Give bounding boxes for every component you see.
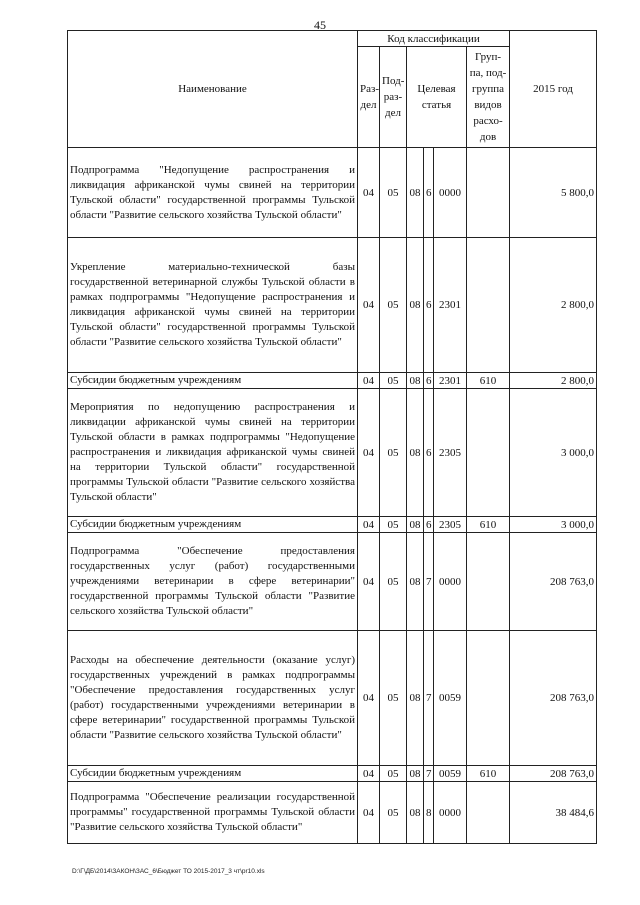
header-razdel: Раз-дел [358,47,380,148]
row-target-program: 08 [407,782,424,844]
row-razdel: 04 [358,766,380,782]
row-name: Укрепление материально-технической базы государственной ветеринарной службы Тульской области в рамках подпрограммы "Недопущение распространения и ликвидация африканской чумы свиней на территории Тульской области" государственной программы Тульской области "Развитие сельского хозяйства Тульской области" [68,238,358,373]
row-podrazdel: 05 [380,148,407,238]
row-group [467,533,510,631]
row-razdel: 04 [358,782,380,844]
row-podrazdel: 05 [380,533,407,631]
row-razdel: 04 [358,631,380,766]
row-target-program: 08 [407,533,424,631]
row-name: Субсидии бюджетным учреждениям [68,517,358,533]
row-target-program: 08 [407,389,424,517]
table-row [68,389,597,517]
row-name: Мероприятия по недопущению распространения и ликвидации африканской чумы свиней на территории Тульской области в рамках подпрограммы "Недопущение распространения и ликвидация африканской чумы свиней на территории Тульской области" государственной программы Тульской области "Развитие сельского хозяйства Тульской области" [68,389,358,517]
row-group: 610 [467,517,510,533]
header-group: Груп-па, под-группа видов расхо-дов [467,47,510,148]
row-amount: 2 800,0 [510,238,597,373]
table-row [68,533,597,631]
row-group: 610 [467,766,510,782]
header-year: 2015 год [510,31,597,148]
table-row [68,148,597,238]
row-target-direction: 0059 [434,766,467,782]
row-group: 610 [467,373,510,389]
row-target-subprogram: 7 [424,766,434,782]
row-target-subprogram: 7 [424,533,434,631]
table-row [68,373,597,389]
row-target-subprogram: 6 [424,389,434,517]
row-amount: 3 000,0 [510,517,597,533]
row-target-subprogram: 8 [424,782,434,844]
row-name: Расходы на обеспечение деятельности (оказание услуг) государственных учреждений в рамках подпрограммы "Обеспечение предоставления государственных услуг (работ) государственными учреждениями ветеринарии в сфере ветеринарии" государственной программы Тульской области "Развитие сельского хозяйства Тульской области" [68,631,358,766]
budget-table [67,30,597,844]
row-target-subprogram: 7 [424,631,434,766]
row-target-subprogram: 6 [424,373,434,389]
row-target-direction: 2301 [434,238,467,373]
row-podrazdel: 05 [380,517,407,533]
row-target-program: 08 [407,238,424,373]
row-target-program: 08 [407,631,424,766]
row-target-direction: 0000 [434,148,467,238]
row-razdel: 04 [358,517,380,533]
row-name: Субсидии бюджетным учреждениям [68,766,358,782]
table-row [68,766,597,782]
row-group [467,631,510,766]
table-row [68,631,597,766]
row-razdel: 04 [358,373,380,389]
row-target-direction: 0059 [434,631,467,766]
row-group [467,389,510,517]
table-row [68,517,597,533]
row-razdel: 04 [358,148,380,238]
page-number: 45 [314,18,326,32]
row-podrazdel: 05 [380,389,407,517]
row-amount: 38 484,6 [510,782,597,844]
row-target-program: 08 [407,766,424,782]
row-group [467,782,510,844]
row-name: Субсидии бюджетным учреждениям [68,373,358,389]
row-name: Подпрограмма "Обеспечение реализации государственной программы" государственной программы Тульской области "Развитие сельского хозяйства Тульской области" [68,782,358,844]
row-name: Подпрограмма "Недопущение распространения и ликвидация африканской чумы свиней на территории Тульской области" государственной программы Тульской области "Развитие сельского хозяйства Тульской области" [68,148,358,238]
row-amount: 2 800,0 [510,373,597,389]
table-row [68,238,597,373]
row-name: Подпрограмма "Обеспечение предоставления государственных услуг (работ) государственными учреждениями ветеринарии в сфере ветеринарии" государственной программы Тульской области "Развитие сельского хозяйства Тульской области" [68,533,358,631]
row-amount: 3 000,0 [510,389,597,517]
row-amount: 5 800,0 [510,148,597,238]
row-target-direction: 2305 [434,517,467,533]
row-podrazdel: 05 [380,373,407,389]
row-podrazdel: 05 [380,782,407,844]
row-group [467,238,510,373]
row-target-program: 08 [407,148,424,238]
row-target-subprogram: 6 [424,238,434,373]
row-razdel: 04 [358,238,380,373]
row-target-direction: 0000 [434,533,467,631]
row-podrazdel: 05 [380,238,407,373]
row-target-program: 08 [407,373,424,389]
file-path-footer: D:\Г\ДБ\2014\ЗАКОН\ЗАС_6\Бюджет ТО 2015-2017_3 чт\pr10.xls [72,868,265,875]
header-name: Наименование [68,31,358,148]
row-podrazdel: 05 [380,766,407,782]
row-razdel: 04 [358,533,380,631]
row-amount: 208 763,0 [510,631,597,766]
row-amount: 208 763,0 [510,533,597,631]
row-group [467,148,510,238]
table-row [68,782,597,844]
row-razdel: 04 [358,389,380,517]
row-amount: 208 763,0 [510,766,597,782]
row-target-direction: 2301 [434,373,467,389]
header-podrazdel: Под-раз-дел [380,47,407,148]
row-target-direction: 0000 [434,782,467,844]
header-code: Код классификации [358,31,510,47]
row-target-subprogram: 6 [424,517,434,533]
row-target-direction: 2305 [434,389,467,517]
row-target-program: 08 [407,517,424,533]
row-podrazdel: 05 [380,631,407,766]
row-target-subprogram: 6 [424,148,434,238]
header-target: Целевая статья [407,47,467,148]
